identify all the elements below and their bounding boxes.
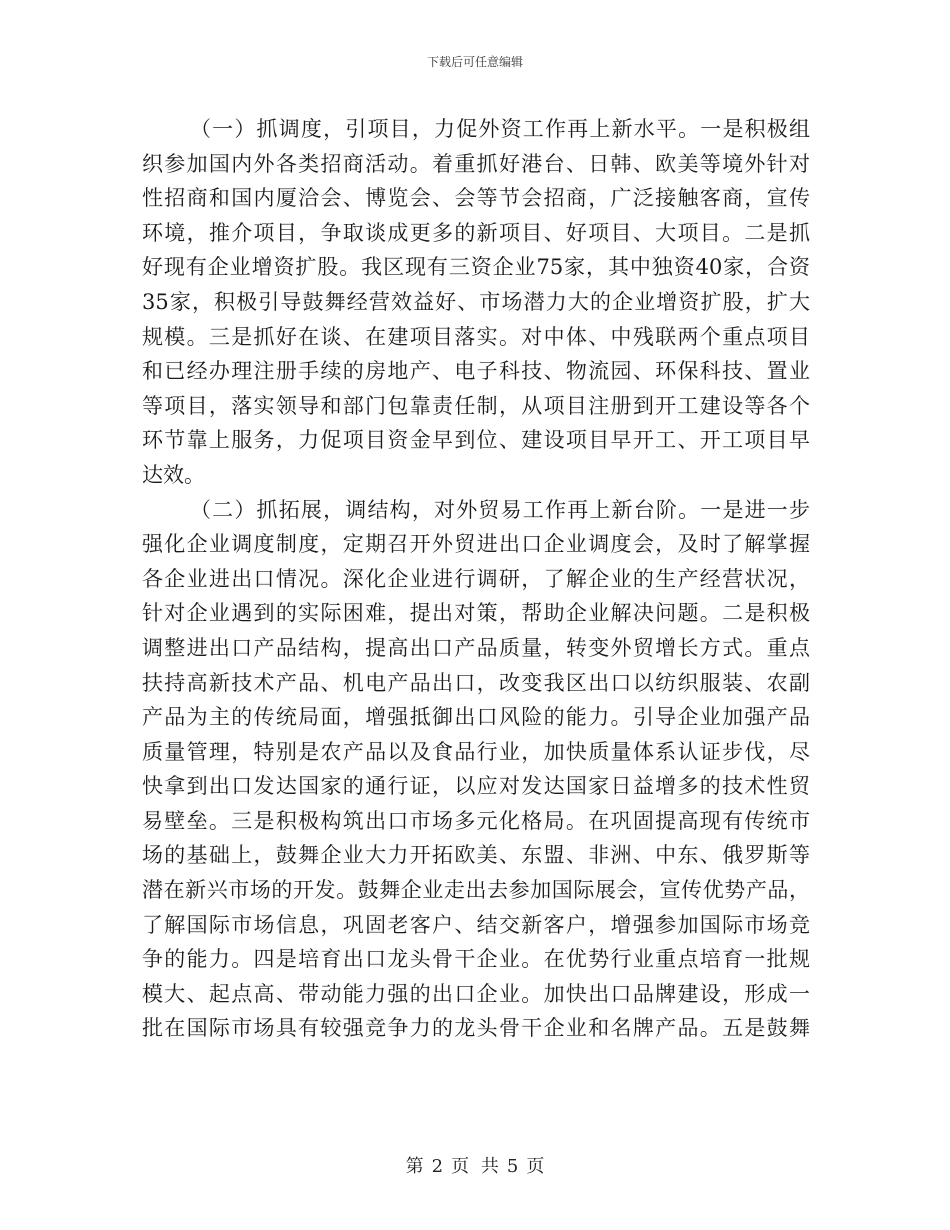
paragraph-2-line: 产品为主的传统局面，增强抵御出口风险的能力。引导企业加强产品 — [142, 705, 810, 730]
paragraph-1-line: 等项目，落实领导和部门包靠责任制，从项目注册到开工建设等各个 — [142, 393, 810, 418]
paragraph-1-line: 和已经办理注册手续的房地产、电子科技、物流园、环保科技、置业 — [142, 359, 810, 384]
paragraph-1-line: 织参加国内外各类招商活动。着重抓好港台、日韩、欧美等境外针对 — [142, 151, 810, 176]
footer-current-page: 2 — [431, 1156, 444, 1177]
footer-prefix: 第 — [405, 1156, 424, 1177]
paragraph-1-line: 规模。三是抓好在谈、在建项目落实。对中体、中残联两个重点项目 — [142, 324, 810, 349]
paragraph-1-line: 好现有企业增资扩股。我区现有三资企业75家，其中独资40家，合资 — [142, 255, 810, 280]
page-header: 下载后可任意编辑 — [426, 55, 523, 69]
page-footer — [0, 1152, 950, 1178]
paragraph-1-line: 35家，积极引导鼓舞经营效益好、市场潜力大的企业增资扩股，扩大 — [142, 289, 810, 314]
paragraph-2-line: 调整进出口产品结构，提高出口产品质量，转变外贸增长方式。重点 — [142, 635, 810, 660]
paragraph-2-line: 各企业进出口情况。深化企业进行调研，了解企业的生产经营状况， — [142, 566, 810, 591]
paragraph-2-line: 批在国际市场具有较强竞争力的龙头骨干企业和名牌产品。五是鼓舞 — [142, 1016, 810, 1041]
paragraph-1-line: 环境，推介项目，争取谈成更多的新项目、好项目、大项目。二是抓 — [142, 220, 810, 245]
paragraph-2-line: 扶持高新技术产品、机电产品出口，改变我区出口以纺织服装、农副 — [142, 670, 810, 695]
paragraph-1-line: 达效。 — [142, 462, 205, 487]
paragraph-2-line: 针对企业遇到的实际困难，提出对策，帮助企业解决问题。二是积极 — [142, 601, 810, 626]
paragraph-2-line: 场的基础上，鼓舞企业大力开拓欧美、东盟、非洲、中东、俄罗斯等 — [142, 843, 810, 868]
footer-suffix: 页 — [526, 1156, 545, 1177]
paragraph-2-line: （二）抓拓展，调结构，对外贸易工作再上新台阶。一是进一步 — [190, 497, 810, 522]
paragraph-2-line: 质量管理，特别是农产品以及食品行业，加快质量体系认证步伐，尽 — [142, 739, 810, 764]
paragraph-2-line: 争的能力。四是培育出口龙头骨干企业。在优势行业重点培育一批规 — [142, 947, 810, 972]
paragraph-1-line: （一）抓调度，引项目，力促外资工作再上新水平。一是积极组 — [190, 117, 810, 141]
paragraph-2-line: 易壁垒。三是积极构筑出口市场多元化格局。在巩固提高现有传统市 — [142, 808, 810, 833]
paragraph-1-line: 性招商和国内厦洽会、博览会、会等节会招商，广泛接触客商，宣传 — [142, 186, 810, 211]
footer-total-pages: 5 — [506, 1156, 519, 1177]
paragraph-1-line: 环节靠上服务，力促项目资金早到位、建设项目早开工、开工项目早 — [142, 428, 810, 453]
document-body — [142, 112, 810, 1046]
paragraph-2-line: 模大、起点高、带动能力强的出口企业。加快出口品牌建设，形成一 — [142, 981, 810, 1006]
paragraph-2-line: 强化企业调度制度，定期召开外贸进出口企业调度会，及时了解掌握 — [142, 532, 810, 557]
paragraph-2-line: 了解国际市场信息，巩固老客户、结交新客户，增强参加国际市场竞 — [142, 912, 810, 937]
footer-middle: 页 共 — [451, 1156, 499, 1177]
paragraph-2-line: 快拿到出口发达国家的通行证，以应对发达国家日益增多的技术性贸 — [142, 774, 810, 799]
paragraph-2-line: 潜在新兴市场的开发。鼓舞企业走出去参加国际展会，宣传优势产品， — [142, 878, 810, 903]
